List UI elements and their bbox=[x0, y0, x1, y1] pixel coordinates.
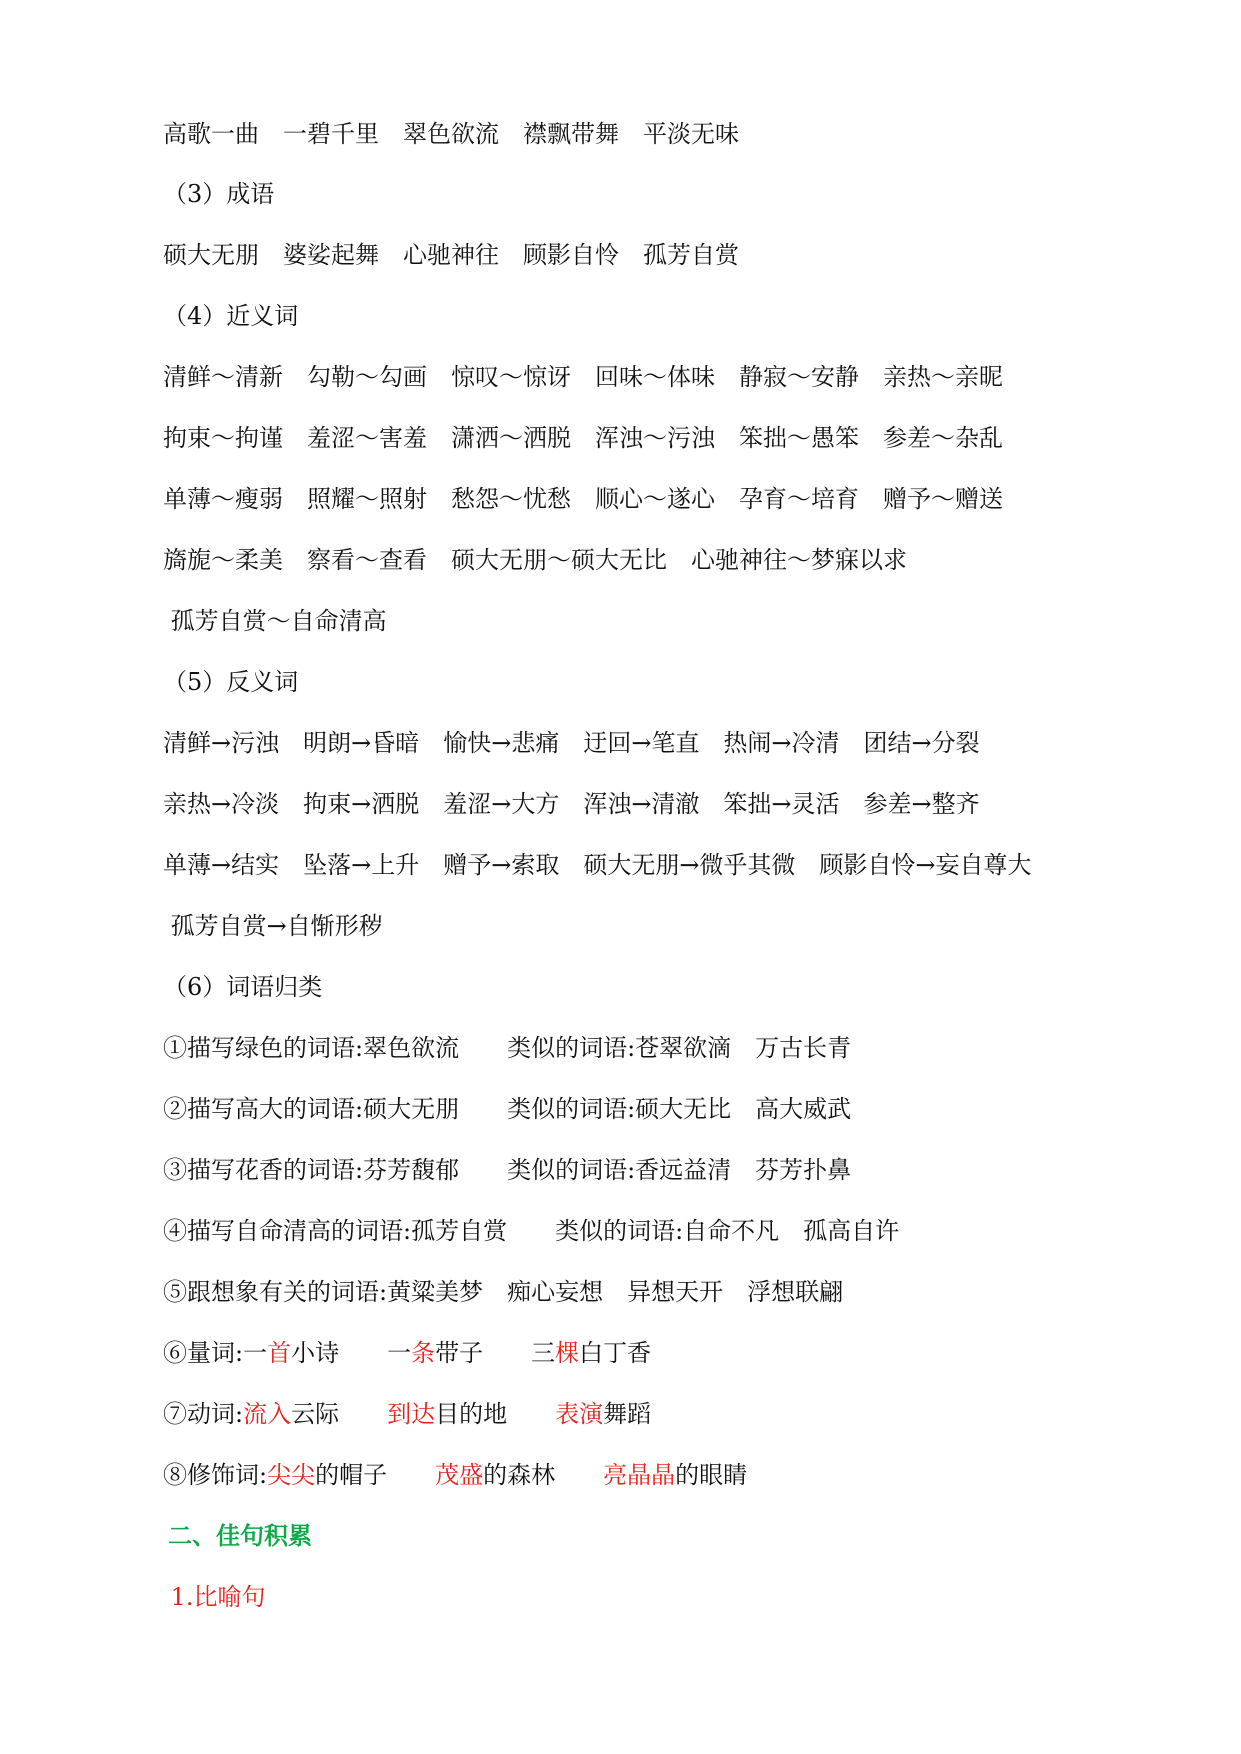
measure-words-prefix: ⑥量词: bbox=[163, 1339, 244, 1367]
modifier-plain: 的帽子 bbox=[315, 1461, 388, 1489]
modifiers-prefix: ⑧修饰词: bbox=[163, 1461, 268, 1489]
measure-word-highlight: 首 bbox=[267, 1339, 292, 1367]
verb-highlight: 到达 bbox=[387, 1400, 436, 1428]
verbs-line bbox=[163, 1398, 651, 1430]
measure-word-plain: 三 bbox=[531, 1339, 556, 1367]
section-heading: 二、佳句积累 bbox=[168, 1521, 312, 1550]
antonyms-line: 亲热→冷淡 拘束→洒脱 羞涩→大方 浑浊→清澈 笨拙→灵活 参差→整齐 bbox=[163, 790, 980, 818]
antonyms-line: 清鲜→污浊 明朗→昏暗 愉快→悲痛 迂回→笔直 热闹→冷清 团结→分裂 bbox=[163, 729, 980, 757]
measure-word-plain: 白丁香 bbox=[579, 1339, 652, 1367]
classify-line: ①描写绿色的词语:翠色欲流 类似的词语:苍翠欲滴 万古长青 bbox=[163, 1034, 852, 1062]
measure-word-plain: 一 bbox=[387, 1339, 412, 1367]
verb-plain: 云际 bbox=[291, 1400, 340, 1428]
verb-highlight: 表演 bbox=[555, 1400, 604, 1428]
synonyms-line: 拘束～拘谨 羞涩～害羞 潇洒～洒脱 浑浊～污浊 笨拙～愚笨 参差～杂乱 bbox=[163, 424, 1003, 452]
modifier-highlight: 茂盛 bbox=[435, 1461, 484, 1489]
verbs-prefix: ⑦动词: bbox=[163, 1400, 244, 1428]
synonyms-line: 孤芳自赏～自命清高 bbox=[163, 607, 387, 635]
classify-line: ③描写花香的词语:芬芳馥郁 类似的词语:香远益清 芬芳扑鼻 bbox=[163, 1156, 852, 1184]
verb-plain: 舞蹈 bbox=[603, 1400, 652, 1428]
modifier-plain: 的眼睛 bbox=[675, 1461, 748, 1489]
measure-word-highlight: 条 bbox=[411, 1339, 436, 1367]
modifiers-line bbox=[163, 1459, 747, 1491]
synonyms-line: 旖旎～柔美 察看～查看 硕大无朋～硕大无比 心驰神往～梦寐以求 bbox=[163, 546, 907, 574]
measure-words-line bbox=[163, 1337, 651, 1369]
verb-highlight: 流入 bbox=[243, 1400, 292, 1428]
modifier-highlight: 亮晶晶 bbox=[603, 1461, 676, 1489]
idioms-line: 硕大无朋 婆娑起舞 心驰神往 顾影自怜 孤芳自赏 bbox=[163, 241, 739, 269]
measure-word-plain: 带子 bbox=[435, 1339, 484, 1367]
sub-heading: 1.比喻句 bbox=[163, 1583, 266, 1611]
synonyms-heading: （4）近义词 bbox=[163, 302, 299, 330]
antonyms-heading: （5）反义词 bbox=[163, 668, 299, 696]
modifier-highlight: 尖尖 bbox=[267, 1461, 316, 1489]
verb-plain: 目的地 bbox=[435, 1400, 508, 1428]
classify-line: ②描写高大的词语:硕大无朋 类似的词语:硕大无比 高大威武 bbox=[163, 1095, 852, 1123]
antonyms-line: 孤芳自赏→自惭形秽 bbox=[163, 912, 383, 940]
classify-line: ⑤跟想象有关的词语:黄粱美梦 痴心妄想 异想天开 浮想联翩 bbox=[163, 1278, 844, 1306]
synonyms-line: 单薄～瘦弱 照耀～照射 愁怨～忧愁 顺心～遂心 孕育～培育 赠予～赠送 bbox=[163, 485, 1003, 513]
measure-word-plain: 一 bbox=[243, 1339, 268, 1367]
measure-word-highlight: 棵 bbox=[555, 1339, 580, 1367]
words-line: 高歌一曲 一碧千里 翠色欲流 襟飘带舞 平淡无味 bbox=[163, 120, 739, 148]
synonyms-line: 清鲜～清新 勾勒～勾画 惊叹～惊讶 回味～体味 静寂～安静 亲热～亲昵 bbox=[163, 363, 1003, 391]
classify-line: ④描写自命清高的词语:孤芳自赏 类似的词语:自命不凡 孤高自许 bbox=[163, 1217, 900, 1245]
antonyms-line: 单薄→结实 坠落→上升 赠予→索取 硕大无朋→微乎其微 顾影自怜→妄自尊大 bbox=[163, 851, 1032, 879]
idioms-heading: （3）成语 bbox=[163, 180, 275, 208]
classify-heading: （6）词语归类 bbox=[163, 973, 323, 1001]
modifier-plain: 的森林 bbox=[483, 1461, 556, 1489]
measure-word-plain: 小诗 bbox=[291, 1339, 340, 1367]
